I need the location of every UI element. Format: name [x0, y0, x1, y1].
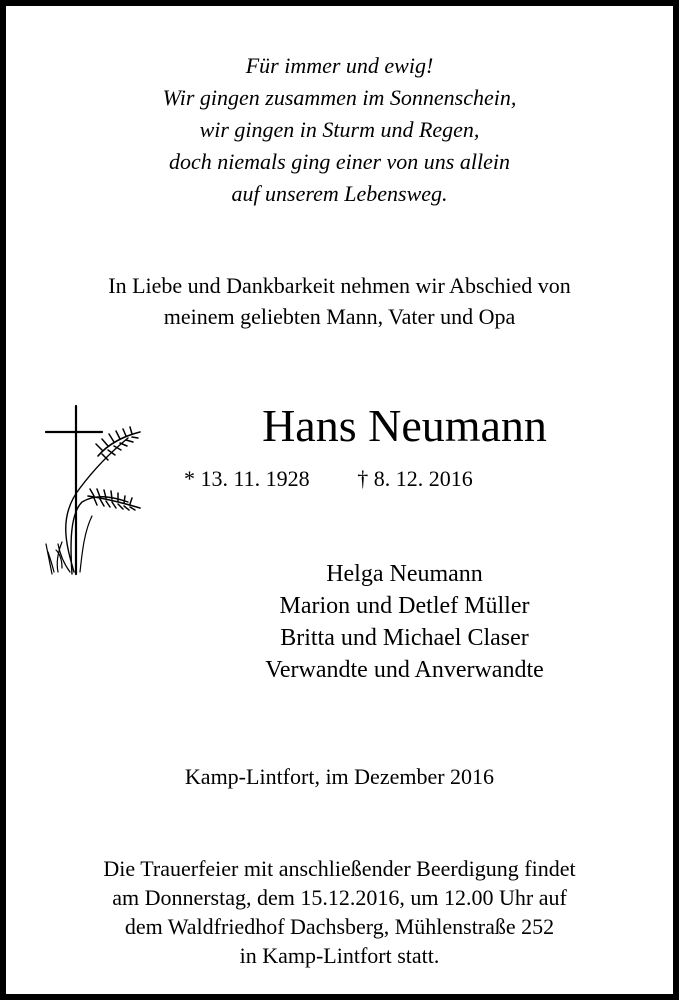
ceremony-line: am Donnerstag, dem 15.12.2016, um 12.00 Uhr auf	[112, 885, 567, 910]
poem-line: doch niemals ging einer von uns allein	[169, 149, 510, 174]
funeral-details	[26, 854, 653, 970]
poem-line: Für immer und ewig!	[245, 53, 434, 78]
ceremony-line: Die Trauerfeier mit anschließender Beerdigung findet	[103, 856, 576, 881]
farewell-intro	[26, 270, 653, 332]
poem-line: wir gingen in Sturm und Regen,	[199, 117, 480, 142]
poem	[26, 50, 653, 210]
poem-line: auf unserem Lebensweg.	[231, 181, 448, 206]
family-member: Britta und Michael Claser	[280, 625, 529, 651]
intro-line: meinem geliebten Mann, Vater und Opa	[163, 304, 516, 329]
place-and-date: Kamp-Lintfort, im Dezember 2016	[184, 764, 495, 789]
deceased-name: Hans Neumann	[262, 400, 547, 451]
birth-date: * 13. 11. 1928	[184, 466, 310, 491]
family-member: Marion und Detlef Müller	[279, 593, 530, 619]
ceremony-line: in Kamp-Lintfort statt.	[239, 943, 440, 968]
cross-with-wheat-icon	[36, 404, 148, 582]
family-member: Verwandte und Anverwandte	[265, 657, 544, 683]
bereaved-family	[156, 558, 653, 686]
poem-line: Wir gingen zusammen im Sonnenschein,	[162, 85, 517, 110]
intro-line: In Liebe und Dankbarkeit nehmen wir Abschied von	[108, 273, 571, 298]
death-date: † 8. 12. 2016	[357, 466, 473, 491]
life-dates	[184, 464, 473, 494]
ceremony-line: dem Waldfriedhof Dachsberg, Mühlenstraße 252	[124, 914, 555, 939]
family-member: Helga Neumann	[326, 561, 483, 587]
